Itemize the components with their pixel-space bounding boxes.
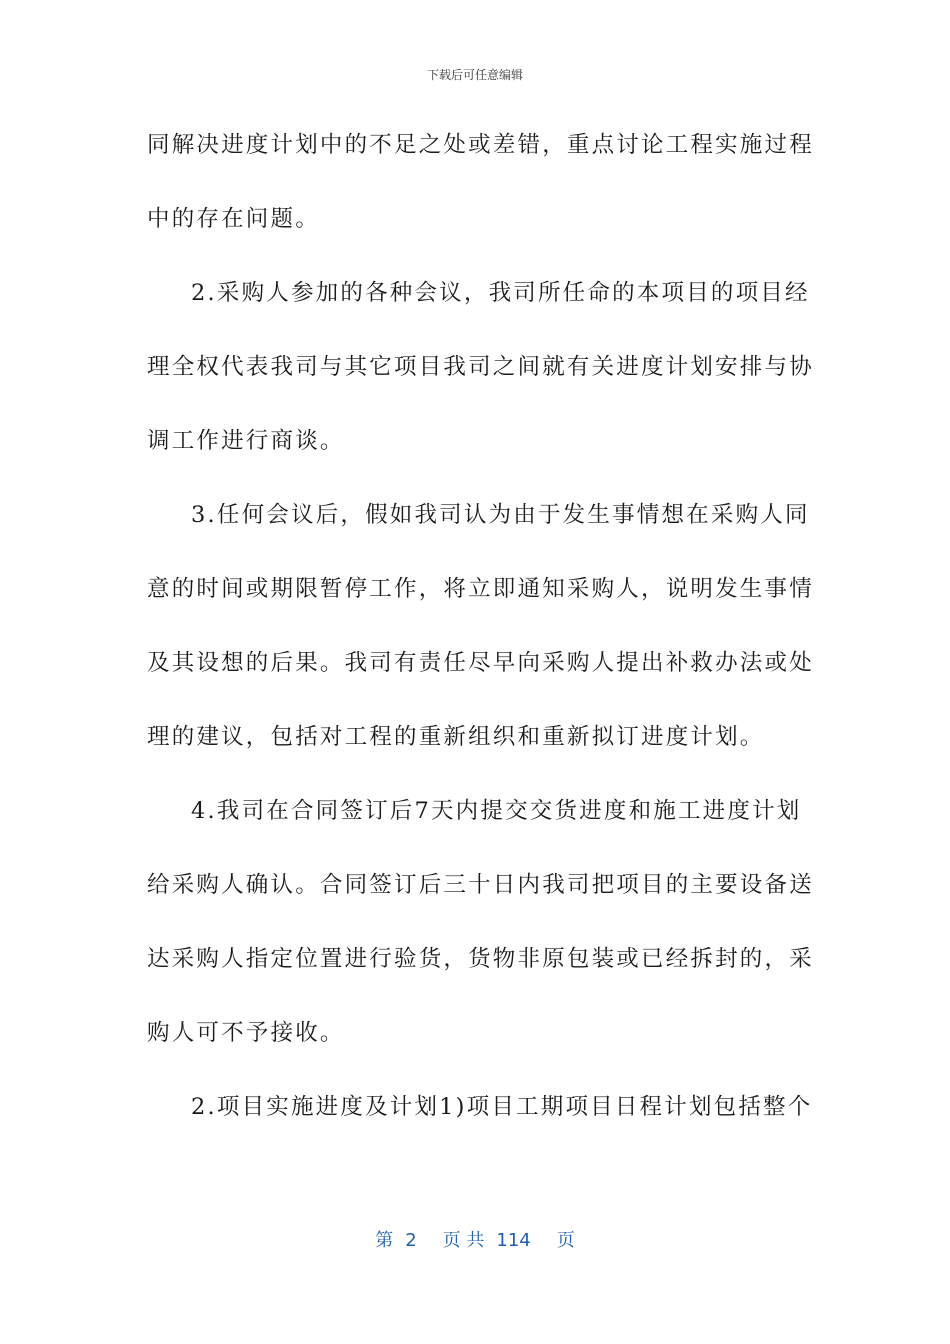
document-body <box>147 120 814 1156</box>
text-line: 给采购人确认。合同签订后三十日内我司把项目的主要设备送 <box>147 872 814 898</box>
text-line: 意的时间或期限暂停工作，将立即通知采购人，说明发生事情 <box>147 576 814 602</box>
text-line: 中的存在问题。 <box>147 206 320 232</box>
paragraph-start-line: 4.我司在合同签订后7天内提交交货进度和施工进度计划 <box>191 798 802 824</box>
paragraph-start-line: 2.采购人参加的各种会议，我司所任命的本项目的项目经 <box>191 280 810 306</box>
current-page-number: 2 <box>405 1230 417 1251</box>
page-header-note: 下载后可任意编辑 <box>426 68 523 82</box>
text-line: 理全权代表我司与其它项目我司之间就有关进度计划安排与协 <box>147 354 814 380</box>
total-pages-number: 114 <box>496 1230 531 1251</box>
text-line: 达采购人指定位置进行验货，货物非原包装或已经拆封的，采 <box>147 946 814 972</box>
text-line: 调工作进行商谈。 <box>147 428 345 454</box>
paragraph-start-line: 3.任何会议后，假如我司认为由于发生事情想在采购人同 <box>191 502 810 528</box>
text-line: 及其设想的后果。我司有责任尽早向采购人提出补救办法或处 <box>147 650 814 676</box>
footer-label-suffix: 页 <box>556 1230 575 1251</box>
footer-label-middle: 页 共 <box>442 1230 485 1251</box>
paragraph-start-line: 2.项目实施进度及计划1)项目工期项目日程计划包括整个 <box>191 1094 813 1120</box>
text-line: 购人可不予接收。 <box>147 1020 345 1046</box>
text-line: 理的建议，包括对工程的重新组织和重新拟订进度计划。 <box>147 724 765 750</box>
page-number-footer <box>0 1226 950 1252</box>
footer-label-prefix: 第 <box>375 1230 394 1251</box>
text-line: 同解决进度计划中的不足之处或差错，重点讨论工程实施过程 <box>147 132 814 158</box>
